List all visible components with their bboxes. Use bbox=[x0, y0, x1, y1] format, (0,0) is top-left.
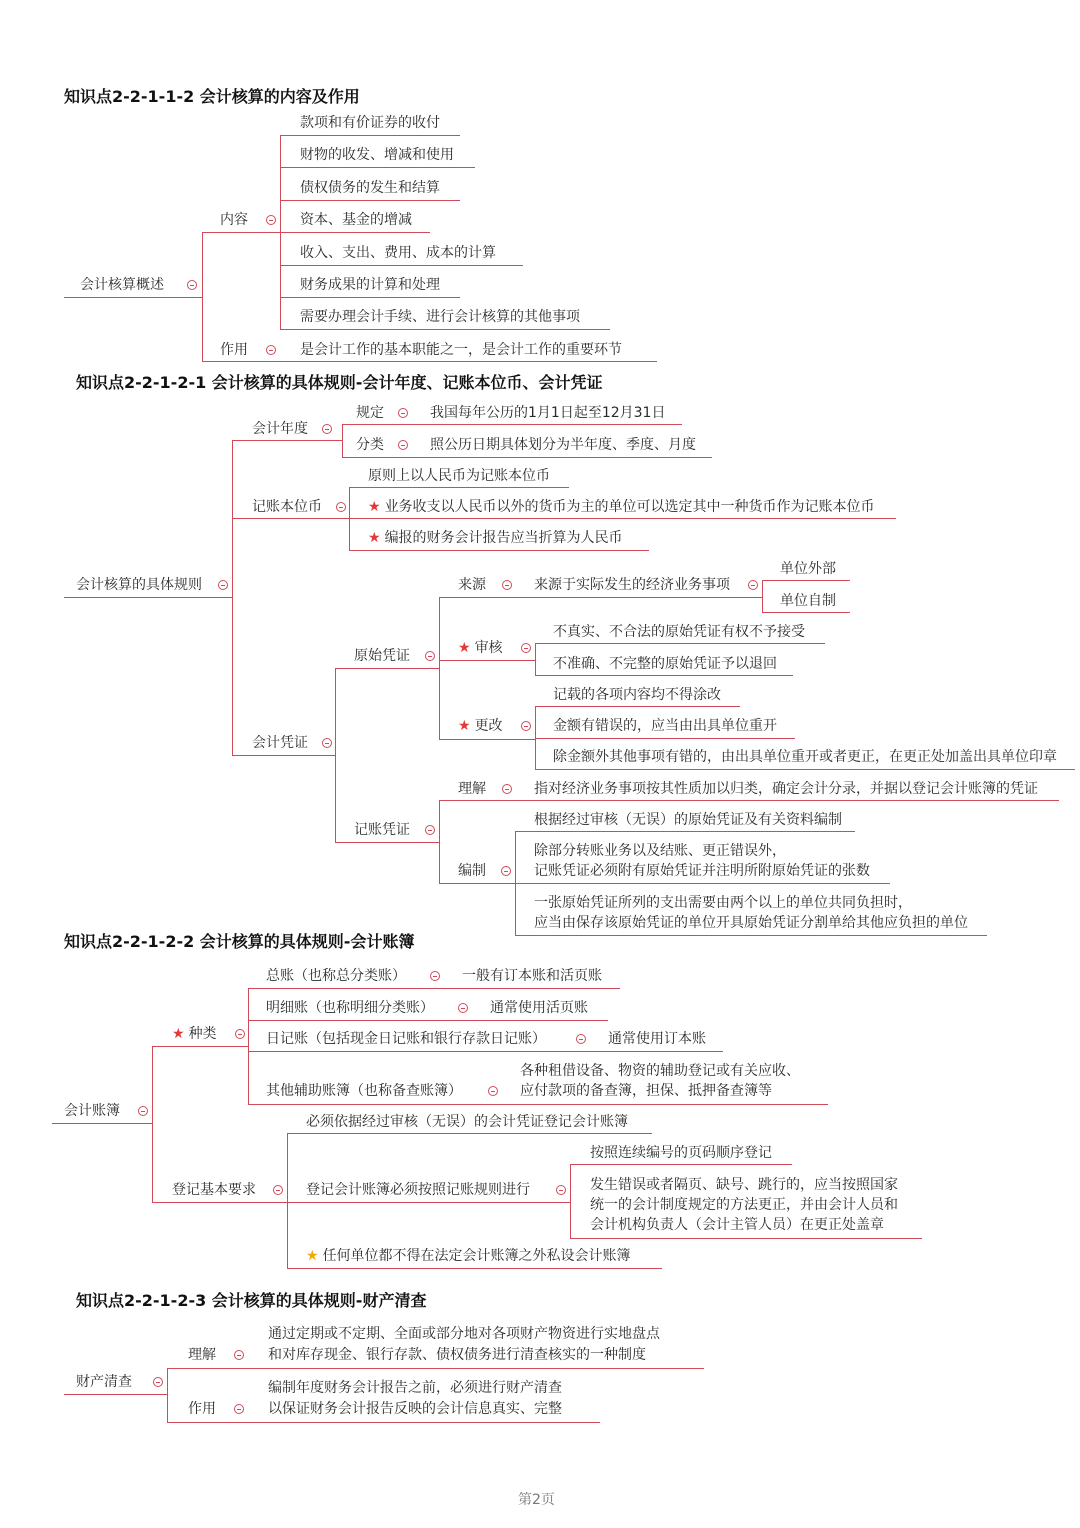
collapse-icon[interactable] bbox=[425, 651, 435, 661]
collapse-icon[interactable] bbox=[322, 738, 332, 748]
registration-subitem: 统一的会计制度规定的方法更正，并由会计人员和 bbox=[590, 1197, 898, 1213]
node-rule: 规定 bbox=[356, 405, 384, 421]
collapse-icon[interactable] bbox=[138, 1106, 148, 1116]
registration-item: 必须依据经过审核（无误）的会计凭证登记会计账簿 bbox=[306, 1114, 628, 1130]
connector bbox=[64, 597, 232, 598]
node-ledger: 会计账簿 bbox=[64, 1103, 120, 1119]
connector bbox=[280, 136, 281, 330]
connector bbox=[232, 441, 233, 756]
section2-title: 知识点2-2-1-2-1 会计核算的具体规则-会计年度、记账本位币、会计凭证 bbox=[76, 373, 603, 392]
content-item: 资本、基金的增减 bbox=[300, 212, 412, 228]
connector bbox=[280, 297, 460, 298]
collapse-icon[interactable] bbox=[748, 580, 758, 590]
ledger-kind-note: 通常使用订本账 bbox=[608, 1031, 706, 1047]
connector bbox=[232, 518, 349, 519]
ledger-kind: 总账（也称总分类账） bbox=[266, 968, 406, 984]
collapse-icon[interactable] bbox=[266, 345, 276, 355]
collapse-icon[interactable] bbox=[458, 1003, 468, 1013]
node-fix bbox=[458, 717, 503, 735]
understand-text: 指对经济业务事项按其性质加以归类，确定会计分录，并据以登记会计账簿的凭证 bbox=[534, 781, 1038, 797]
collapse-icon[interactable] bbox=[235, 1029, 245, 1039]
connector bbox=[535, 769, 1075, 770]
compile-item: 一张原始凭证所列的支出需要由两个以上的单位共同负担时， bbox=[534, 895, 912, 911]
connector bbox=[515, 832, 516, 936]
connector bbox=[64, 1394, 167, 1395]
collapse-icon[interactable] bbox=[576, 1034, 586, 1044]
rule-text: 我国每年公历的1月1日起至12月31日 bbox=[430, 405, 666, 421]
star-icon: ★ bbox=[368, 499, 381, 515]
connector bbox=[535, 706, 740, 707]
connector bbox=[248, 1104, 828, 1105]
node-content: 内容 bbox=[220, 212, 248, 228]
fix-item: 除金额外其他事项有错的，由出具单位重开或者更正，在更正处加盖出具单位印章 bbox=[553, 749, 1057, 765]
connector bbox=[439, 598, 440, 740]
currency-item bbox=[368, 529, 623, 547]
ledger-kind: 其他辅助账簿（也称备查账簿） bbox=[266, 1083, 462, 1099]
currency-item-text: 编报的财务会计报告应当折算为人民币 bbox=[384, 530, 623, 546]
registration-item: 登记会计账簿必须按照记账规则进行 bbox=[306, 1182, 530, 1198]
node-accounting-overview: 会计核算概述 bbox=[80, 277, 164, 293]
source-item: 单位自制 bbox=[780, 593, 836, 609]
currency-item-text: 业务收支以人民币以外的货币为主的单位可以选定其中一种货币作为记账本位币 bbox=[384, 499, 875, 515]
connector bbox=[248, 1051, 723, 1052]
ledger-kind-note: 一般有订本账和活页账 bbox=[462, 968, 602, 984]
node-specific-rules: 会计核算的具体规则 bbox=[76, 577, 202, 593]
node-audit bbox=[458, 639, 503, 657]
content-item: 款项和有价证券的收付 bbox=[300, 115, 440, 131]
collapse-icon[interactable] bbox=[425, 825, 435, 835]
collapse-icon[interactable] bbox=[398, 440, 408, 450]
connector bbox=[152, 1046, 248, 1047]
collapse-icon[interactable] bbox=[521, 721, 531, 731]
connector bbox=[439, 883, 515, 884]
role-text: 以保证财务会计报告反映的会计信息真实、完整 bbox=[268, 1401, 562, 1417]
compile-item: 除部分转账业务以及结账、更正错误外， bbox=[534, 843, 786, 859]
connector bbox=[280, 135, 460, 136]
node-compile: 编制 bbox=[458, 863, 486, 879]
node-source: 来源 bbox=[458, 577, 486, 593]
connector bbox=[64, 297, 202, 298]
understand-text: 和对库存现金、银行存款、债权债务进行清查核实的一种制度 bbox=[268, 1347, 646, 1363]
connector bbox=[515, 935, 987, 936]
connector bbox=[535, 738, 795, 739]
collapse-icon[interactable] bbox=[322, 424, 332, 434]
collapse-icon[interactable] bbox=[234, 1350, 244, 1360]
connector bbox=[762, 581, 763, 613]
source-text: 来源于实际发生的经济业务事项 bbox=[534, 577, 730, 593]
collapse-icon[interactable] bbox=[336, 502, 346, 512]
collapse-icon[interactable] bbox=[556, 1185, 566, 1195]
compile-item: 根据经过审核（无误）的原始凭证及有关资料编制 bbox=[534, 812, 842, 828]
connector bbox=[287, 1133, 652, 1134]
connector bbox=[335, 842, 439, 843]
page-number: 第2页 bbox=[518, 1492, 555, 1508]
connector bbox=[248, 989, 249, 1105]
connector bbox=[762, 580, 850, 581]
audit-label: 审核 bbox=[474, 640, 503, 656]
star-icon: ★ bbox=[458, 718, 471, 734]
collapse-icon[interactable] bbox=[502, 784, 512, 794]
connector bbox=[287, 1268, 662, 1269]
node-original-voucher: 原始凭证 bbox=[354, 648, 410, 664]
node-fiscal-year: 会计年度 bbox=[252, 421, 308, 437]
connector bbox=[535, 643, 825, 644]
ledger-kind: 明细账（也称明细分类账） bbox=[266, 1000, 434, 1016]
registration-subitem: 发生错误或者隔页、缺号、跳行的，应当按照国家 bbox=[590, 1177, 898, 1193]
collapse-icon[interactable] bbox=[273, 1185, 283, 1195]
connector bbox=[202, 232, 280, 233]
connector bbox=[248, 988, 620, 989]
connector bbox=[349, 488, 350, 551]
fix-label: 更改 bbox=[474, 718, 503, 734]
understand-text: 通过定期或不定期、全面或部分地对各项财产物资进行实地盘点 bbox=[268, 1326, 660, 1342]
connector bbox=[280, 167, 475, 168]
star-icon: ★ bbox=[368, 530, 381, 546]
registration-item bbox=[306, 1247, 631, 1265]
connector bbox=[202, 233, 203, 362]
compile-item: 应当由保存该原始凭证的单位开具原始凭证分割单给其他应负担的单位 bbox=[534, 915, 968, 931]
connector bbox=[535, 675, 793, 676]
star-icon: ★ bbox=[172, 1026, 185, 1042]
connector bbox=[335, 669, 336, 843]
node-bookkeeping-voucher: 记账凭证 bbox=[354, 822, 410, 838]
connector bbox=[280, 329, 610, 330]
connector bbox=[439, 800, 1059, 801]
collapse-icon[interactable] bbox=[218, 580, 228, 590]
connector bbox=[349, 487, 569, 488]
currency-item: 原则上以人民币为记账本位币 bbox=[368, 468, 550, 484]
kinds-label: 种类 bbox=[188, 1026, 217, 1042]
connector bbox=[167, 1369, 168, 1423]
registration-subitem: 会计机构负责人（会计主管人员）在更正处盖章 bbox=[590, 1217, 884, 1233]
section3-title: 知识点2-2-1-2-2 会计核算的具体规则-会计账簿 bbox=[64, 932, 415, 951]
registration-item-text: 任何单位都不得在法定会计账簿之外私设会计账簿 bbox=[322, 1248, 631, 1264]
node-role: 作用 bbox=[220, 342, 248, 358]
content-item: 债权债务的发生和结算 bbox=[300, 180, 440, 196]
connector bbox=[287, 1202, 570, 1203]
connector bbox=[570, 1238, 922, 1239]
collapse-icon[interactable] bbox=[153, 1377, 163, 1387]
node-class: 分类 bbox=[356, 437, 384, 453]
node-currency: 记账本位币 bbox=[252, 499, 322, 515]
node-understand: 理解 bbox=[188, 1347, 216, 1363]
connector bbox=[335, 668, 439, 669]
section4-title: 知识点2-2-1-2-3 会计核算的具体规则-财产清查 bbox=[76, 1291, 427, 1310]
connector bbox=[232, 440, 342, 441]
collapse-icon[interactable] bbox=[187, 280, 197, 290]
audit-item: 不准确、不完整的原始凭证予以退回 bbox=[553, 656, 777, 672]
content-item: 财物的收发、增减和使用 bbox=[300, 147, 454, 163]
connector bbox=[439, 660, 535, 661]
node-role: 作用 bbox=[188, 1401, 216, 1417]
role-text: 编制年度财务会计报告之前，必须进行财产清查 bbox=[268, 1380, 562, 1396]
connector bbox=[570, 1165, 571, 1239]
fix-item: 金额有错误的，应当由出具单位重开 bbox=[553, 718, 777, 734]
connector bbox=[515, 883, 890, 884]
connector bbox=[342, 425, 343, 458]
collapse-icon[interactable] bbox=[398, 408, 408, 418]
fix-item: 记载的各项内容均不得涂改 bbox=[553, 687, 721, 703]
ledger-kind: 日记账（包括现金日记账和银行存款日记账） bbox=[266, 1031, 546, 1047]
ledger-kind-note: 应付款项的备查簿，担保、抵押备查簿等 bbox=[520, 1083, 772, 1099]
content-item: 收入、支出、费用、成本的计算 bbox=[300, 245, 496, 261]
node-kinds bbox=[172, 1025, 217, 1043]
connector bbox=[152, 1047, 153, 1203]
currency-item bbox=[368, 498, 875, 516]
collapse-icon[interactable] bbox=[502, 580, 512, 590]
node-understand: 理解 bbox=[458, 781, 486, 797]
collapse-icon[interactable] bbox=[430, 971, 440, 981]
collapse-icon[interactable] bbox=[488, 1086, 498, 1096]
collapse-icon[interactable] bbox=[266, 215, 276, 225]
connector bbox=[762, 612, 850, 613]
connector bbox=[342, 457, 712, 458]
connector bbox=[280, 265, 523, 266]
connector bbox=[167, 1422, 600, 1423]
connector bbox=[248, 1020, 608, 1021]
compile-item: 记账凭证必须附有原始凭证并注明所附原始凭证的张数 bbox=[534, 863, 870, 879]
ledger-kind-note: 各种租借设备、物资的辅助登记或有关应收、 bbox=[520, 1063, 800, 1079]
connector bbox=[439, 739, 535, 740]
content-item: 需要办理会计手续、进行会计核算的其他事项 bbox=[300, 309, 580, 325]
role-text: 是会计工作的基本职能之一，是会计工作的重要环节 bbox=[300, 342, 622, 358]
connector bbox=[152, 1202, 287, 1203]
connector bbox=[342, 424, 682, 425]
collapse-icon[interactable] bbox=[234, 1404, 244, 1414]
connector bbox=[52, 1123, 152, 1124]
connector bbox=[349, 550, 649, 551]
ledger-kind-note: 通常使用活页账 bbox=[490, 1000, 588, 1016]
class-text: 照公历日期具体划分为半年度、季度、月度 bbox=[430, 437, 696, 453]
connector bbox=[232, 755, 335, 756]
collapse-icon[interactable] bbox=[501, 866, 511, 876]
connector bbox=[535, 644, 536, 676]
node-property-check: 财产清查 bbox=[76, 1374, 132, 1390]
connector bbox=[280, 232, 430, 233]
connector bbox=[167, 1368, 704, 1369]
node-registration: 登记基本要求 bbox=[172, 1182, 256, 1198]
collapse-icon[interactable] bbox=[521, 643, 531, 653]
connector bbox=[349, 518, 896, 519]
audit-item: 不真实、不合法的原始凭证有权不予接受 bbox=[553, 624, 805, 640]
connector bbox=[439, 597, 762, 598]
connector bbox=[570, 1164, 792, 1165]
connector bbox=[280, 200, 460, 201]
node-voucher: 会计凭证 bbox=[252, 735, 308, 751]
connector bbox=[439, 801, 440, 884]
content-item: 财务成果的计算和处理 bbox=[300, 277, 440, 293]
section1-title: 知识点2-2-1-1-2 会计核算的内容及作用 bbox=[64, 87, 360, 106]
source-item: 单位外部 bbox=[780, 561, 836, 577]
star-icon: ★ bbox=[458, 640, 471, 656]
connector bbox=[202, 361, 657, 362]
star-icon: ★ bbox=[306, 1248, 319, 1264]
registration-subitem: 按照连续编号的页码顺序登记 bbox=[590, 1145, 772, 1161]
connector bbox=[515, 831, 855, 832]
